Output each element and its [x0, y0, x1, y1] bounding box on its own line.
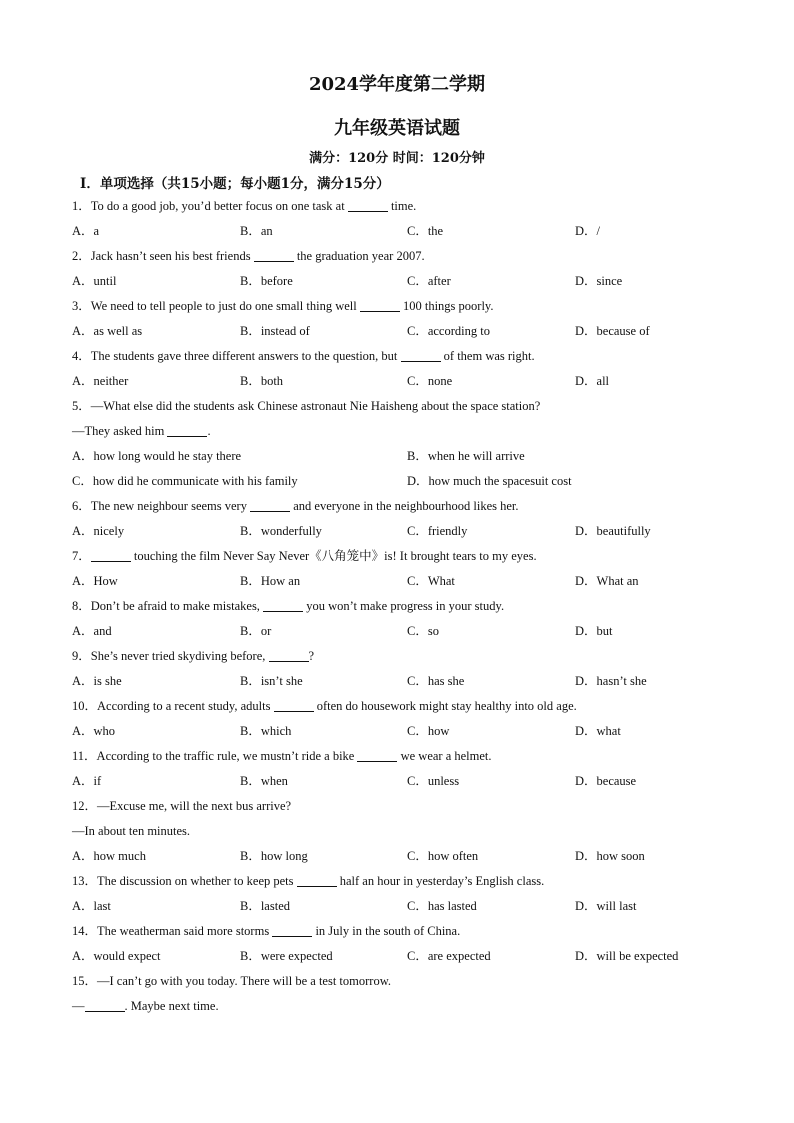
answer-option[interactable]: A．how much	[72, 849, 146, 863]
question-text: of them was right.	[440, 349, 535, 363]
question-list	[72, 194, 752, 1019]
question-text: —What else did the students ask Chinese astronaut Nie Haisheng about the space station?	[90, 399, 541, 413]
question-number: 15．	[72, 974, 98, 988]
question-response	[72, 819, 752, 844]
question-stem	[72, 919, 752, 944]
answer-option[interactable]: C．so	[407, 624, 439, 638]
options-row	[72, 519, 752, 544]
answer-option[interactable]: D．hasn’t she	[575, 674, 647, 688]
answer-option[interactable]: C．the	[407, 224, 444, 238]
answer-option[interactable]: B．How an	[240, 574, 301, 588]
question-stem	[72, 194, 752, 219]
answer-option[interactable]: D．will last	[575, 899, 637, 913]
options-row	[72, 894, 752, 919]
question-text: She’s never tried skydiving before,	[90, 649, 269, 663]
question-number: 9．	[72, 649, 91, 663]
question-text: To do a good job, you’d better focus on one task at	[90, 199, 348, 213]
question-stem	[72, 744, 752, 769]
section-title: Ⅰ．单项选择（共15小题；每小题1分，满分15分）	[80, 176, 390, 192]
question-text: touching the film Never Say Never《八角笼中》is! It brought tears to my eyes.	[130, 549, 537, 563]
answer-option[interactable]: B．both	[240, 374, 284, 388]
answer-blank[interactable]	[250, 497, 290, 512]
question-number: 3．	[72, 299, 91, 313]
question-number: 7．	[72, 549, 91, 563]
question-stem	[72, 394, 752, 419]
answer-option[interactable]: D．because of	[575, 324, 650, 338]
answer-option[interactable]: A．a	[72, 224, 100, 238]
answer-blank[interactable]	[167, 422, 207, 437]
question-stem	[72, 694, 752, 719]
question-text: According to the traffic rule, we mustn’t ride a bike	[96, 749, 358, 763]
answer-option[interactable]: D．how soon	[575, 849, 645, 863]
question-text: often do housework might stay healthy into old age.	[313, 699, 577, 713]
answer-blank[interactable]	[269, 647, 309, 662]
options-row	[72, 844, 752, 869]
answer-option[interactable]: B．or	[240, 624, 272, 638]
answer-option[interactable]: C．unless	[407, 774, 460, 788]
options-row	[72, 444, 752, 469]
answer-option[interactable]: C．how	[407, 724, 450, 738]
exam-title: 2024学年度第二学期	[308, 74, 486, 95]
answer-option[interactable]: B．an	[240, 224, 273, 238]
question-text: The new neighbour seems very	[90, 499, 251, 513]
answer-option[interactable]: D．beautifully	[575, 524, 651, 538]
answer-option[interactable]: B．were expected	[240, 949, 333, 963]
answer-option[interactable]: A．and	[72, 624, 112, 638]
question-text: —Excuse me,	[97, 799, 171, 813]
answer-blank[interactable]	[401, 347, 441, 362]
answer-option[interactable]: D．will be expected	[575, 949, 679, 963]
question-number: 2．	[72, 249, 91, 263]
question-text: half an hour in yesterday’s English class.	[336, 874, 545, 888]
question-number: 5．	[72, 399, 91, 413]
options-row	[72, 669, 752, 694]
answer-option[interactable]: A．would expect	[72, 949, 161, 963]
options-row	[72, 269, 752, 294]
answer-option[interactable]: B．lasted	[240, 899, 290, 913]
question-stem	[72, 794, 752, 819]
answer-blank[interactable]	[357, 747, 397, 762]
answer-option[interactable]: A．how long would he stay there	[72, 449, 242, 463]
answer-option[interactable]: C．how did he communicate with his family	[72, 474, 298, 488]
question-text: in July in the south of China.	[312, 924, 461, 938]
answer-option[interactable]: D．because	[575, 774, 637, 788]
answer-option[interactable]: B．instead of	[240, 324, 310, 338]
question-number: 1．	[72, 199, 91, 213]
answer-option[interactable]: A．as well as	[72, 324, 143, 338]
answer-option[interactable]: D．What an	[575, 574, 639, 588]
response-text: —	[72, 999, 85, 1013]
question-text: 100 things poorly.	[399, 299, 494, 313]
question-stem	[72, 544, 752, 569]
options-row	[72, 619, 752, 644]
question-number: 4．	[72, 349, 91, 363]
question-number: 14．	[72, 924, 98, 938]
answer-option[interactable]: C．according to	[407, 324, 490, 338]
answer-option[interactable]: D．but	[575, 624, 613, 638]
answer-option[interactable]: D．all	[575, 374, 610, 388]
response-text: . Maybe next time.	[124, 999, 219, 1013]
question-response	[72, 994, 752, 1019]
question-text: The students gave three different answers to the question, but	[90, 349, 401, 363]
question-stem	[72, 644, 752, 669]
question-text: —I can’t go with you today. There will be a test tomorrow.	[97, 974, 392, 988]
answer-option[interactable]: D．how much the spacesuit cost	[407, 474, 572, 488]
response-text: —They asked him	[72, 424, 168, 438]
question-text: time.	[387, 199, 417, 213]
answer-blank[interactable]	[85, 997, 125, 1012]
response-text: .	[207, 424, 211, 438]
question-number: 12．	[72, 799, 98, 813]
answer-option[interactable]: B．when	[240, 774, 288, 788]
question-stem	[72, 344, 752, 369]
answer-option[interactable]: C．What	[407, 574, 455, 588]
answer-option[interactable]: A．last	[72, 899, 111, 913]
answer-option[interactable]: C．friendly	[407, 524, 468, 538]
answer-option[interactable]: C．how often	[407, 849, 479, 863]
answer-option[interactable]: A．How	[72, 574, 118, 588]
answer-option[interactable]: B．how long	[240, 849, 308, 863]
options-row	[72, 569, 752, 594]
question-stem	[72, 869, 752, 894]
answer-option[interactable]: A．neither	[72, 374, 129, 388]
question-text: Jack hasn’t seen his best friends	[90, 249, 254, 263]
question-number: 10．	[72, 699, 98, 713]
exam-subtitle: 九年级英语试题	[334, 118, 460, 139]
answer-option[interactable]: D．since	[575, 274, 623, 288]
exam-meta: 满分：120分 时间：120分钟	[309, 151, 485, 166]
response-text: —In about ten minutes.	[72, 824, 191, 838]
answer-option[interactable]: A．is she	[72, 674, 122, 688]
answer-option[interactable]: D．what	[575, 724, 621, 738]
answer-option[interactable]: D．/	[575, 224, 601, 238]
question-number: 13．	[72, 874, 98, 888]
answer-option[interactable]: C．none	[407, 374, 453, 388]
question-text: the graduation year 2007.	[293, 249, 425, 263]
answer-blank[interactable]	[272, 922, 312, 937]
question-text: We need to tell people to just do one small thing well	[90, 299, 360, 313]
answer-option[interactable]: C．are expected	[407, 949, 491, 963]
question-stem	[72, 294, 752, 319]
options-row	[72, 319, 752, 344]
answer-blank[interactable]	[274, 697, 314, 712]
question-stem	[72, 969, 752, 994]
answer-option[interactable]: A．if	[72, 774, 102, 788]
answer-option[interactable]: B．when he will arrive	[407, 449, 525, 463]
answer-option[interactable]: B．isn’t she	[240, 674, 303, 688]
question-stem	[72, 594, 752, 619]
answer-option[interactable]: C．has she	[407, 674, 465, 688]
answer-blank[interactable]	[348, 197, 388, 212]
answer-blank[interactable]	[254, 247, 294, 262]
question-stem	[72, 494, 752, 519]
answer-option[interactable]: B．wonderfully	[240, 524, 322, 538]
question-text: According to a recent study, adults	[97, 699, 274, 713]
answer-option[interactable]: A．who	[72, 724, 116, 738]
answer-blank[interactable]	[360, 297, 400, 312]
answer-option[interactable]: A．until	[72, 274, 117, 288]
answer-option[interactable]: B．which	[240, 724, 292, 738]
options-row	[72, 219, 752, 244]
options-row	[72, 944, 752, 969]
question-number: 8．	[72, 599, 91, 613]
question-number: 11．	[72, 749, 97, 763]
question-stem	[72, 244, 752, 269]
options-row	[72, 769, 752, 794]
question-text: The discussion on whether to keep pets	[97, 874, 297, 888]
options-row	[72, 369, 752, 394]
question-number: 6．	[72, 499, 91, 513]
answer-blank[interactable]	[297, 872, 337, 887]
question-text: we wear a helmet.	[397, 749, 492, 763]
answer-option[interactable]: C．has lasted	[407, 899, 477, 913]
question-text: ?	[308, 649, 315, 663]
question-response	[72, 419, 752, 444]
answer-option[interactable]: B．before	[240, 274, 293, 288]
question-text: you won’t make progress in your study.	[303, 599, 505, 613]
question-text: Don’t be afraid to make mistakes,	[90, 599, 264, 613]
options-row	[72, 719, 752, 744]
question-text: will the next bus arrive?	[170, 799, 292, 813]
options-row	[72, 469, 752, 494]
answer-blank[interactable]	[263, 597, 303, 612]
answer-option[interactable]: C．after	[407, 274, 451, 288]
question-text: and everyone in the neighbourhood likes her.	[290, 499, 519, 513]
question-text: The weatherman said more storms	[97, 924, 273, 938]
answer-option[interactable]: A．nicely	[72, 524, 125, 538]
answer-blank[interactable]	[91, 547, 131, 562]
